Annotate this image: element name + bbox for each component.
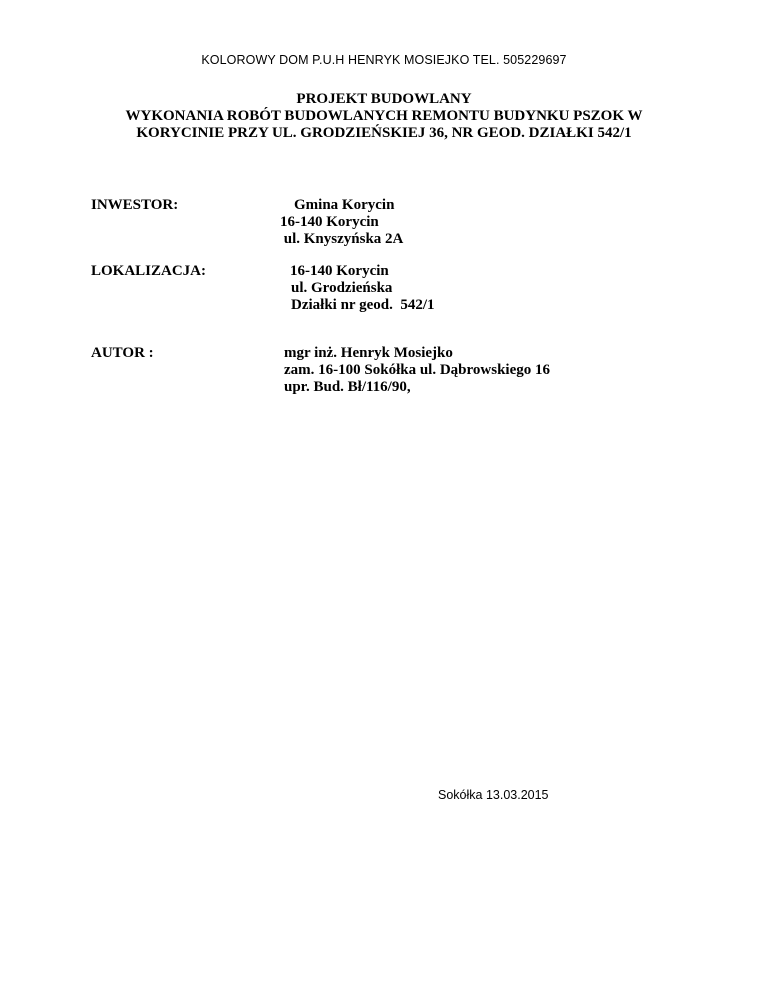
location-label: LOKALIZACJA: bbox=[91, 263, 207, 279]
title-line: WYKONANIA ROBÓT BUDOWLANYCH REMONTU BUDYNKU PSZOK W bbox=[125, 108, 643, 124]
investor-line: Gmina Korycin bbox=[294, 197, 395, 213]
title-line: PROJEKT BUDOWLANY bbox=[296, 91, 472, 107]
investor-value bbox=[280, 197, 404, 248]
author-line: mgr inż. Henryk Mosiejko bbox=[284, 345, 453, 361]
author-line: zam. 16-100 Sokółka ul. Dąbrowskiego 16 bbox=[284, 362, 551, 378]
company-header: KOLOROWY DOM P.U.H HENRYK MOSIEJKO TEL. 505229697 bbox=[201, 53, 567, 67]
location-value bbox=[290, 263, 434, 314]
location-line: ul. Grodzieńska bbox=[291, 280, 393, 296]
project-title bbox=[0, 91, 768, 142]
author-value bbox=[284, 345, 550, 396]
title-line: KORYCINIE PRZY UL. GRODZIEŃSKIEJ 36, NR GEOD. DZIAŁKI 542/1 bbox=[136, 125, 632, 141]
investor-label: INWESTOR: bbox=[91, 197, 179, 213]
investor-line: 16-140 Korycin bbox=[280, 214, 379, 230]
author-label: AUTOR : bbox=[91, 345, 154, 361]
location-line: Działki nr geod. 542/1 bbox=[291, 297, 435, 313]
place-date: Sokółka 13.03.2015 bbox=[438, 788, 549, 802]
investor-line: ul. Knyszyńska 2A bbox=[280, 231, 404, 247]
author-line: upr. Bud. Bł/116/90, bbox=[284, 379, 411, 395]
location-line: 16-140 Korycin bbox=[290, 263, 389, 279]
